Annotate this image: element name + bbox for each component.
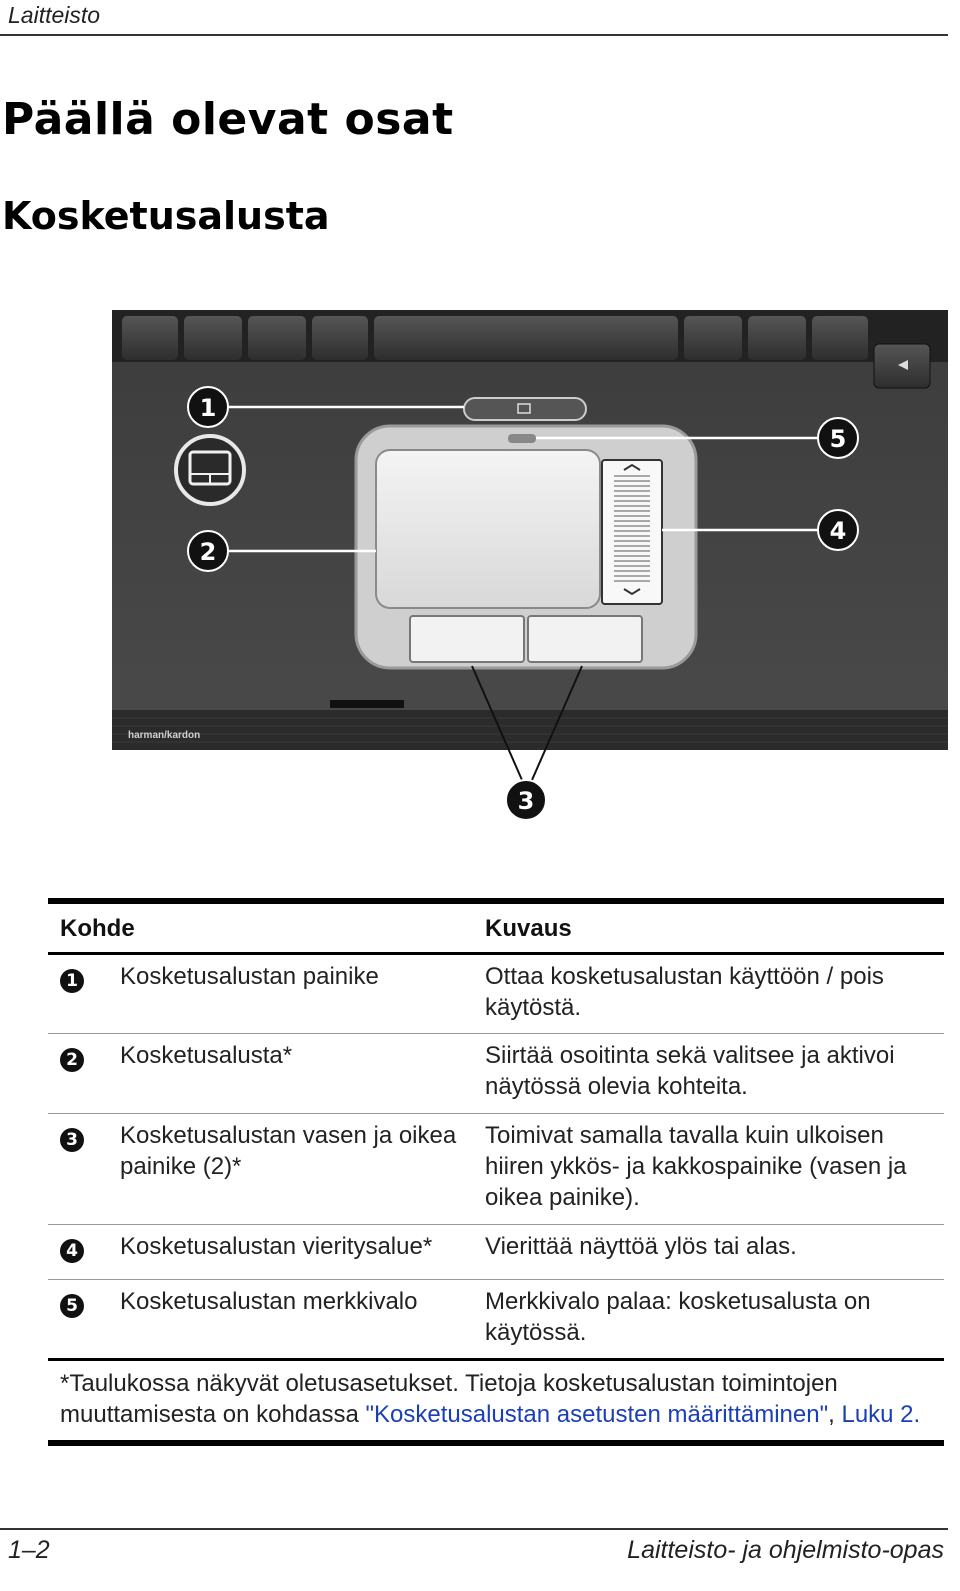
touchpad-left-button xyxy=(410,616,524,662)
touchpad-button xyxy=(464,398,586,420)
row-number-badge: 2 xyxy=(60,1048,84,1072)
table-footnote xyxy=(48,1361,944,1440)
callout-num-2: 2 xyxy=(199,538,217,566)
table-row xyxy=(48,1114,944,1224)
header-rule xyxy=(0,34,948,36)
section-title: Kosketusalusta xyxy=(2,194,330,238)
header-item: Kohde xyxy=(60,915,135,942)
footnote-text: *Taulukossa näkyvät oletusasetukset. Tietoja kosketusalustan toimintojen muuttamisesta on kohdassa xyxy=(60,1370,838,1428)
touchpad-indicator-light xyxy=(508,434,536,443)
callout-num-5: 5 xyxy=(829,425,847,453)
callout-num-4: 4 xyxy=(829,517,847,545)
table-header-row xyxy=(48,904,944,952)
row-description: Merkkivalo palaa: kosketusalusta on käytössä. xyxy=(485,1288,871,1346)
footnote-link-settings[interactable]: "Kosketusalustan asetusten määrittäminen" xyxy=(365,1401,829,1428)
table-row xyxy=(48,1280,944,1358)
row-number-badge: 3 xyxy=(60,1128,84,1152)
row-item: Kosketusalustan painike xyxy=(120,963,379,990)
callout-num-3: 3 xyxy=(517,787,535,815)
footnote-separator: , xyxy=(828,1401,842,1428)
page-title: Päällä olevat osat xyxy=(2,94,454,145)
row-description: Vierittää näyttöä ylös tai alas. xyxy=(485,1233,797,1260)
row-number-badge: 4 xyxy=(60,1239,84,1263)
header-description: Kuvaus xyxy=(485,915,572,942)
touchpad-surface xyxy=(376,450,600,608)
brand-text: harman/kardon xyxy=(128,730,201,741)
row-description: Toimivat samalla tavalla kuin ulkoisen hiiren ykkös- ja kakkospainike (vasen ja oikea painike). xyxy=(485,1122,907,1211)
row-number-badge: 5 xyxy=(60,1294,84,1318)
row-number-badge: 1 xyxy=(60,969,84,993)
footnote-link-chapter[interactable]: Luku 2. xyxy=(841,1401,921,1428)
touchpad-right-button xyxy=(528,616,642,662)
book-title: Laitteisto- ja ohjelmisto-opas xyxy=(627,1536,944,1564)
row-description: Siirtää osoitinta sekä valitsee ja aktivoi näytössä olevia kohteita. xyxy=(485,1042,895,1100)
row-description: Ottaa kosketusalustan käyttöön / pois käytöstä. xyxy=(485,963,884,1021)
table-bottom-rule xyxy=(48,1440,944,1446)
table-row xyxy=(48,955,944,1033)
page-number: 1–2 xyxy=(8,1536,50,1564)
callout-num-1: 1 xyxy=(199,394,217,422)
running-head: Laitteisto xyxy=(8,2,101,28)
footer-rule xyxy=(0,1528,948,1530)
row-item: Kosketusalusta* xyxy=(120,1042,293,1069)
row-item: Kosketusalustan vieritysalue* xyxy=(120,1233,433,1260)
touchpad-figure xyxy=(112,310,948,830)
table-row xyxy=(48,1225,944,1279)
row-item: Kosketusalustan vasen ja oikea painike (2)* xyxy=(120,1122,457,1180)
row-item: Kosketusalustan merkkivalo xyxy=(120,1288,418,1315)
scroll-zone xyxy=(602,460,662,604)
components-table xyxy=(48,898,944,1446)
touchpad-icon-badge xyxy=(176,436,244,504)
table-row xyxy=(48,1034,944,1113)
